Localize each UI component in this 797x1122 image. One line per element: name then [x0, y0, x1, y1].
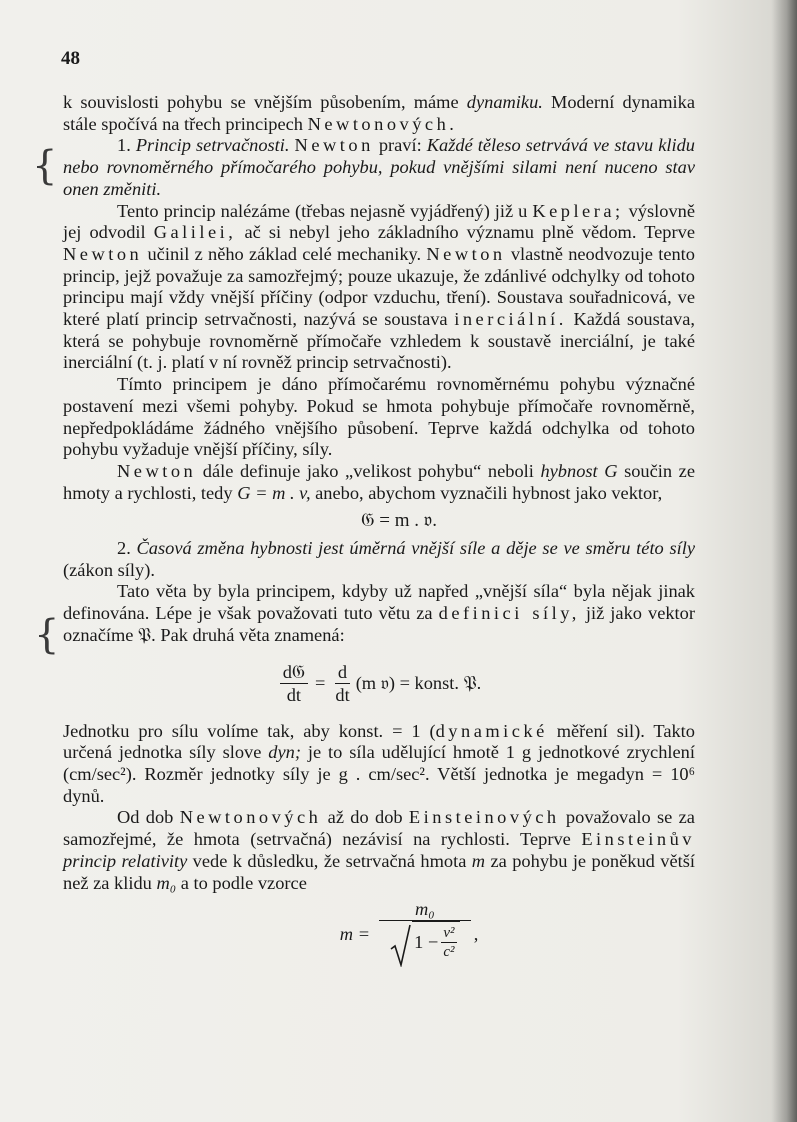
margin-bracket-mark: {: [32, 143, 58, 189]
text-span: 2.: [117, 538, 137, 559]
text-span: Keplera;: [532, 200, 624, 221]
text-span: Časová změna hybnosti jest úměrná vnější síle a děje se ve směru této síly: [136, 538, 696, 559]
equation-tail: ,: [473, 924, 479, 945]
text-span: součin ze hmoty a rychlosti, tedy: [63, 460, 695, 503]
page-number: 48: [61, 48, 80, 69]
radical-sign-icon: [390, 923, 412, 967]
text-span: a to podle vzorce: [176, 872, 307, 893]
text-span: G = m . v,: [237, 482, 311, 503]
fraction-numerator: d𝔊: [280, 661, 308, 684]
text-span: Einsteinův: [581, 829, 695, 850]
fraction-denominator: [387, 921, 462, 972]
paragraph: Tímto principem je dáno přímočarému rovnoměrnému pohybu význačné postavení mezi všemi pohyby. Pokud se hmota pohybuje přímočaře rovnoměrně, nepředpokládáme žádného vnějšího působení. Teprve každá odchylka od tohoto pohybu vyžaduje vnější příčiny, síly.: [63, 374, 695, 460]
fraction-denominator: dt: [335, 685, 350, 706]
fraction: [280, 661, 308, 706]
text-span: Moderní dynamika stále spočívá na třech principech: [63, 92, 695, 134]
text-span: ač si nebyl jeho základního významu plně vědom. Teprve: [236, 222, 695, 243]
sqrt-term: 1 −: [414, 932, 439, 953]
text-span: Každá soustava, která se pohybuje rovnoměrně přímočaře vzhledem k soustavě inerciální, je také inerciální (t. j. platí v ní rovněž princip setrvačnosti).: [63, 309, 695, 373]
fraction: [441, 924, 456, 961]
text-span: dynamické: [435, 720, 548, 741]
fraction: [379, 898, 471, 972]
text-span: hybnost G: [540, 460, 618, 481]
text-span: považovalo se za samozřejmé, že hmota (setrvačná) nezávisí na rychlosti. Teprve: [63, 807, 695, 850]
paragraph: [63, 135, 695, 200]
text-span: (zákon síly).: [63, 559, 155, 580]
text-span: Newton: [117, 460, 197, 481]
text-span: Newtonových.: [307, 113, 458, 134]
paragraph: [63, 538, 695, 581]
paragraph: [63, 581, 695, 646]
text-span: Tento princip nalézáme (třebas nejasně vyjádřený) již u: [117, 200, 533, 221]
body-text: [63, 92, 695, 976]
text-span: dyn;: [268, 742, 301, 763]
equation-lhs: m =: [339, 924, 370, 945]
text-span: až do dob: [321, 807, 409, 828]
text-span: dále definuje jako „velikost pohybu“ neboli: [196, 460, 541, 481]
text-span: výslovně jej odvodil: [63, 200, 695, 243]
text-span: m: [471, 850, 486, 871]
margin-bracket-mark: {: [34, 612, 60, 658]
fraction-numerator: d: [335, 661, 350, 684]
text-span: Newtonových: [179, 807, 322, 828]
text-span: dynamiku.: [466, 92, 543, 112]
fraction-denominator: c²: [443, 944, 455, 961]
text-span: Newton: [63, 243, 143, 264]
equals-sign: =: [315, 672, 326, 693]
fraction-numerator: m₀: [379, 898, 471, 921]
text-span: m₀: [156, 872, 177, 893]
text-span: je to síla udělující hmotě 1 g jednotkové zrychlení (cm/sec²). Rozměr jednotky síly je g . cm/sec². Větší jednotka je megadyn = 10⁶ dynů.: [63, 742, 695, 806]
paragraph: [63, 201, 695, 375]
text-span: učinil z něho základ celé mechaniky.: [142, 243, 427, 264]
text-span: princip relativity: [63, 850, 188, 871]
fraction: [332, 661, 352, 706]
text-span: Tato věta by byla principem, kdyby už napřed „vnější síla“ byla nějak jinak definována. Lépe je však považovati tuto větu za: [63, 581, 695, 624]
text-span: měření sil). Takto určená jednotka síly slove: [63, 720, 695, 763]
text-span: 1.: [117, 135, 136, 156]
text-span: Einsteinových: [408, 807, 560, 828]
paragraph: [63, 92, 695, 135]
text-span: za pohybu je poněkud větší než za klidu: [63, 850, 695, 893]
text-span: Galilei,: [153, 222, 237, 243]
equation-relativistic-mass: [123, 894, 695, 976]
paragraph: [63, 721, 695, 808]
text-span: Newton: [294, 135, 374, 156]
fraction-numerator: v²: [443, 925, 455, 942]
book-spine-shadow: [771, 0, 797, 1122]
text-span: praví:: [373, 135, 427, 156]
text-span: Každé těleso setrvává ve stavu klidu nebo rovnoměrného přímočarého pohybu, pokud vnějšími silami není nuceno stav onen změniti.: [63, 135, 696, 199]
paragraph: [63, 461, 695, 504]
fraction-denominator: dt: [286, 685, 302, 706]
square-root: [390, 923, 459, 967]
equation-rest: (m 𝔳) = konst. 𝔓.: [355, 672, 482, 693]
text-span: Jednotku pro sílu volíme tak, aby konst. = 1 (: [63, 720, 436, 741]
text-span: Princip setrvačnosti.: [135, 135, 290, 156]
text-span: již jako vektor označíme 𝔓. Pak druhá věta znamená:: [63, 603, 695, 645]
text-span: k souvislosti pohybu se vnějším působením, máme: [63, 92, 467, 112]
text-span: vede k důsledku, že setrvačná hmota: [187, 850, 472, 871]
text-span: Od dob: [117, 807, 180, 828]
paragraph: [63, 807, 695, 894]
equation-force-law: [63, 649, 695, 719]
equation-momentum: 𝔊 = m . 𝔳.: [361, 510, 437, 532]
text-span: inerciální.: [454, 309, 567, 330]
text-span: Newton: [426, 243, 506, 264]
text-span: anebo, abychom vyznačili hybnost jako vektor,: [310, 482, 663, 503]
text-span: vlastně neodvozuje tento princip, jejž považuje za samozřejmý; pouze ukazuje, že zdánlivé odchylky od tohoto principu mají vždy vnější příčiny (odpor vzduchu, tření). Soustava souřadnicová, ve které platí princip setrvačnosti, nazývá se soustava: [63, 243, 695, 330]
text-span: definici síly,: [438, 603, 580, 624]
